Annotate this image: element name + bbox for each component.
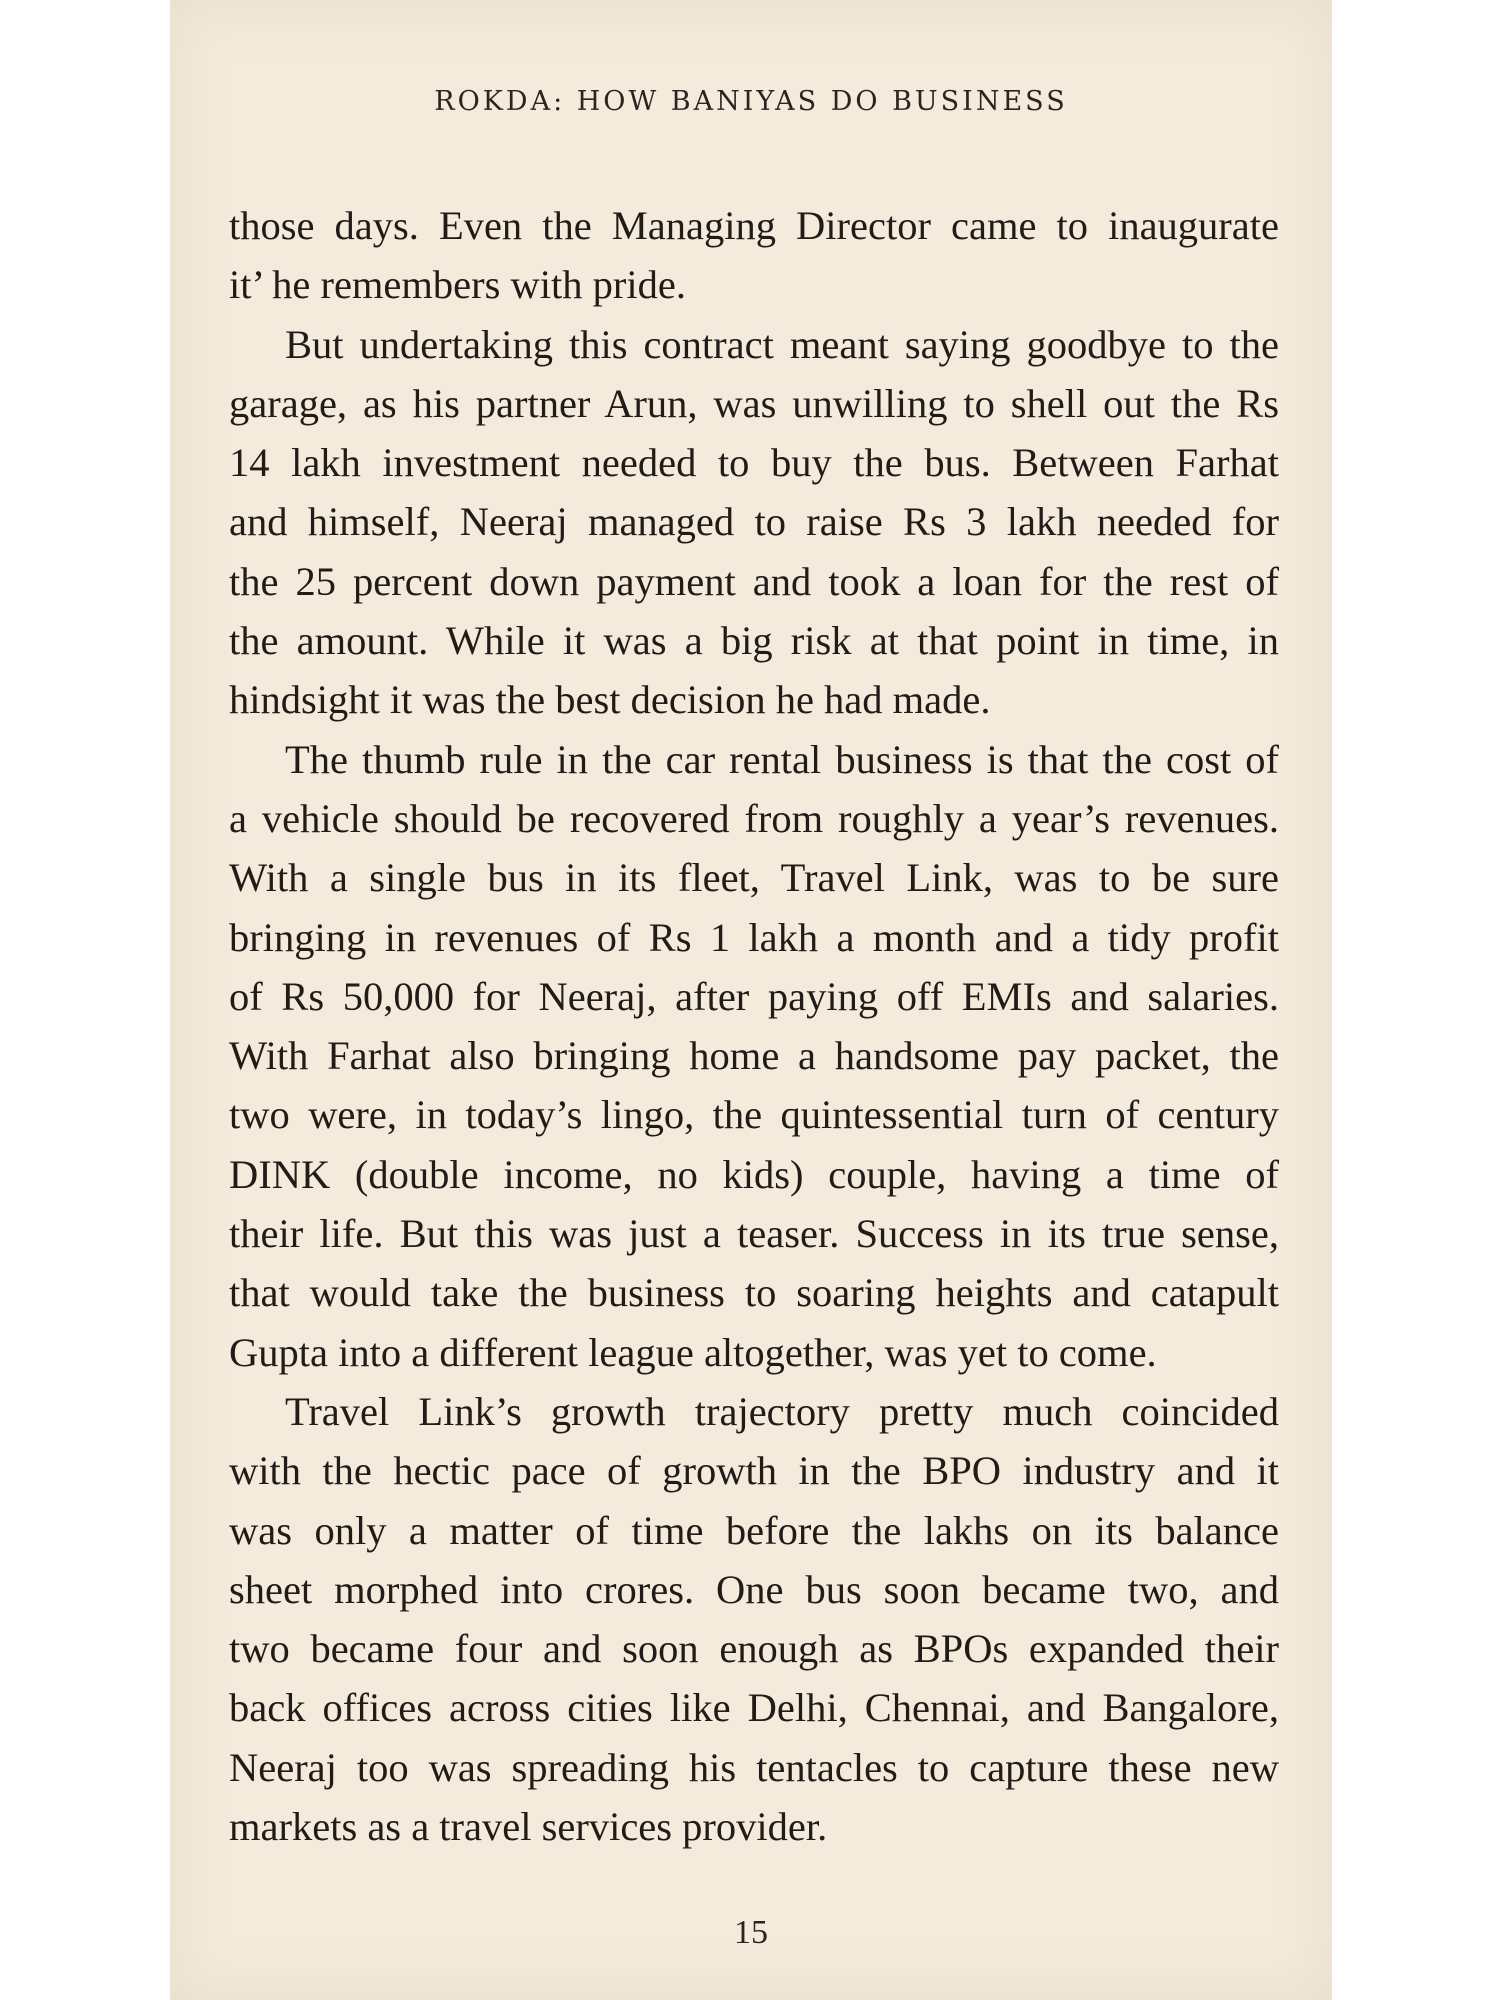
text-line: Travel Link’s growth trajectory pretty much coincided [285,1388,1279,1434]
text-line: With a single bus in its fleet, Travel Link, was to be sure [229,855,1279,901]
text-line: garage, as his partner Arun, was unwilling to shell out the Rs [229,380,1279,426]
paragraph [229,315,1279,730]
text-line: two were, in today’s lingo, the quintessential turn of century [229,1092,1279,1138]
text-line: the 25 percent down payment and took a loan for the rest of [229,558,1279,604]
book-page [170,0,1332,2000]
text-line: bringing in revenues of Rs 1 lakh a month and a tidy profit [229,914,1279,960]
paragraph [229,1382,1279,1856]
text-line: Gupta into a different league altogether, was yet to come. [229,1329,1157,1375]
text-line: and himself, Neeraj managed to raise Rs 3 lakh needed for [229,499,1279,545]
text-line: The thumb rule in the car rental business is that the cost of [285,736,1279,782]
text-line: But undertaking this contract meant saying goodbye to the [285,321,1279,367]
text-line: that would take the business to soaring heights and catapult [229,1270,1279,1316]
text-line: the amount. While it was a big risk at that point in time, in [229,618,1279,664]
paragraph [229,196,1279,315]
text-line: With Farhat also bringing home a handsome pay packet, the [229,1033,1279,1079]
text-line: those days. Even the Managing Director came to inaugurate [229,203,1279,248]
text-line: sheet morphed into crores. One bus soon became two, and [229,1566,1279,1612]
text-line: Neeraj too was spreading his tentacles to capture these new [229,1744,1279,1790]
page-number: 15 [734,1914,768,1951]
text-line: two became four and soon enough as BPOs expanded their [229,1626,1279,1672]
text-line: of Rs 50,000 for Neeraj, after paying off EMIs and salaries. [229,973,1279,1019]
running-head: ROKDA: HOW BANIYAS DO BUSINESS [434,86,1068,117]
text-line: markets as a travel services provider. [229,1804,828,1850]
text-line: DINK (double income, no kids) couple, having a time of [229,1151,1279,1197]
text-line: 14 lakh investment needed to buy the bus. Between Farhat [229,440,1279,486]
body-text [229,196,1279,1856]
text-line: with the hectic pace of growth in the BPO industry and it [229,1448,1279,1494]
text-line: hindsight it was the best decision he had made. [229,677,991,723]
text-line: back offices across cities like Delhi, Chennai, and Bangalore, [229,1685,1279,1731]
paragraph [229,730,1279,1382]
text-line: a vehicle should be recovered from roughly a year’s revenues. [229,795,1279,841]
text-line: it’ he remembers with pride. [229,262,686,308]
text-line: their life. But this was just a teaser. Success in its true sense, [229,1211,1279,1257]
text-line: was only a matter of time before the lakhs on its balance [229,1507,1279,1553]
